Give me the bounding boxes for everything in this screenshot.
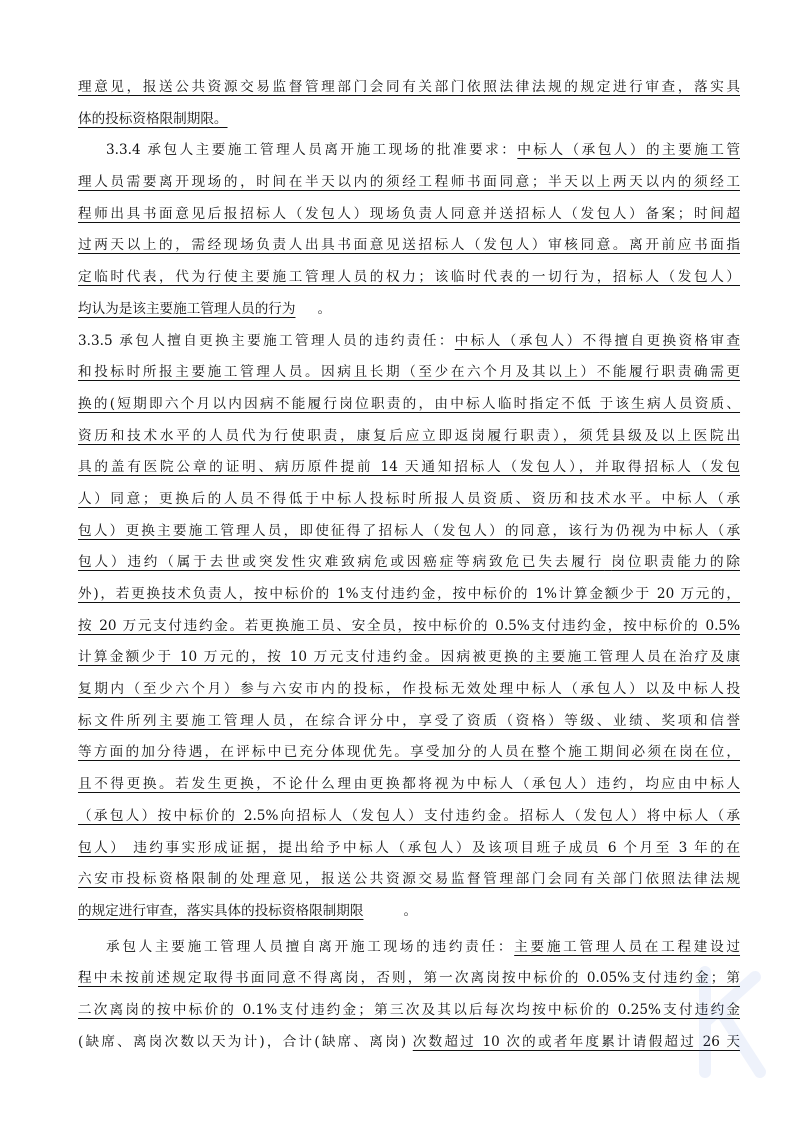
text-line: 中标人（承包人）不得擅自更换资格审查	[454, 332, 740, 349]
text-line: 程中未按前述规定取得书面同意不得离岗，否则，第一次离岗按中标价的 0.05%支付违约金；第	[78, 970, 740, 987]
text-line: 按 20 万元支付违约金。若更换施工员、安全员，按中标价的 0.5%支付违约金，按中标价的 0.5%	[78, 617, 740, 634]
text-line-end: 。	[317, 300, 332, 317]
text-line: （承包人）按中标价的 2.5%向招标人（发包人）支付违约金。招标人（发包人）将中标人（承	[78, 807, 740, 824]
text-line: 体的投标资格限制期限。	[78, 110, 228, 127]
text-line: 理意见，报送公共资源交易监督管理部门会同有关部门依照法律法规的规定进行审查，落实具	[78, 79, 740, 95]
text-line: 具的盖有医院公章的证明、病历原件提前 14 天通知招标人（发包人），并取得招标人（发包	[78, 459, 740, 476]
clause-heading: 3.3.4 承包人主要施工管理人员离开施工现场的批准要求：	[106, 142, 518, 159]
text-line: 且不得更换。若发生更换，不论什么理由更换都将视为中标人（承包人）违约，均应由中标人	[78, 776, 740, 793]
text-line: 中标人（承包人）的主要施工管	[517, 142, 740, 159]
text-line: 定临时代表，代为行使主要施工管理人员的权力；该临时代表的一切行为，招标人（发包人）	[78, 269, 740, 286]
watermark-logo-icon	[685, 962, 775, 1082]
paragraph-3-3-4	[78, 135, 740, 325]
text-line: 均认为是该主要施工管理人员的行为	[78, 300, 296, 317]
text-line: 资历和技术水平的人员代为行使职责，康复后应立即返岗履行职责），须凭县级及以上医院出	[78, 427, 740, 444]
text-line: 复期内（至少六个月）参与六安市内的投标，作投标无效处理中标人（承包人）以及中标人投	[78, 681, 740, 698]
document-body	[78, 72, 740, 1058]
text-line: 过两天以上的，需经现场负责人出具书面意见送招标人（发包人）审核同意。离开前应书面指	[78, 237, 740, 254]
text-line: 标文件所列主要施工管理人员，在综合评分中，享受了资质（资格）等级、业绩、奖项和信誉	[78, 712, 740, 729]
text-line: 程师出具书面意见后报招标人（发包人）现场负责人同意并送招标人（发包人）备案；时间超	[78, 205, 740, 222]
text-line: 外)，若更换技术负责人，按中标价的 1%支付违约金，按中标价的 1%计算金额少于 20 万元的，	[78, 586, 740, 602]
text-line: 的规定进行审查，落实具体的投标资格限制期限	[78, 902, 364, 919]
text-line: 包人）违约（属于去世或突发性灾难致病危或因癌症等病致危已失去履行 岗位职责能力的除	[78, 554, 740, 571]
text-line: 次数超过 10 次的或者年度累计请假超过 26 天	[412, 1033, 740, 1050]
text-line: 计算金额少于 10 万元的，按 10 万元支付违约金。因病被更换的主要施工管理人员在治疗及康	[78, 649, 740, 666]
text-line: (缺席、离岗次数以天为计)，合计(缺席、离岗)	[78, 1033, 407, 1050]
text-line: 等方面的加分待遇，在评标中已充分体现优先。享受加分的人员在整个施工期间必须在岗在位，	[78, 744, 740, 761]
text-line: 包人）更换主要施工管理人员，即使征得了招标人（发包人）的同意，该行为仍视为中标人（承	[78, 522, 740, 539]
text-line: 换的(短期即六个月以内因病不能履行岗位职责的，由中标人临时指定不低 于该生病人员资质、	[78, 395, 741, 412]
text-line: 主要施工管理人员在工程建设过	[514, 938, 741, 955]
text-line: 人）同意；更换后的人员不得低于中标人投标时所报人员资质、资历和技术水平。中标人（承	[78, 490, 740, 507]
text-line: 包人） 违约事实形成证据，提出给予中标人（承包人）及该项目班子成员 6 个月至 3 年的在	[78, 839, 740, 856]
paragraph-qualification-restriction-tail	[78, 72, 740, 135]
clause-heading: 3.3.5 承包人擅自更换主要施工管理人员的违约责任：	[78, 332, 455, 349]
paragraph-3-3-5	[78, 326, 740, 928]
text-line: 和投标时所报主要施工管理人员。因病且长期（至少在六个月及其以上）不能履行职责确需更	[78, 364, 740, 381]
clause-heading: 承包人主要施工管理人员擅自离开施工现场的违约责任：	[106, 938, 515, 955]
text-line-end: 。	[403, 902, 418, 919]
text-line: 六安市投标资格限制的处理意见，报送公共资源交易监督管理部门会同有关部门依照法律法规	[78, 871, 740, 888]
text-line: 理人员需要离开现场的，时间在半天以内的须经工程师书面同意；半天以上两天以内的须经工	[78, 174, 740, 191]
paragraph-unauthorized-leave	[78, 932, 740, 1059]
text-line: 二次离岗的按中标价的 0.1%支付违约金；第三次及其以后每次均按中标价的 0.25%支付违约金	[78, 1001, 740, 1018]
